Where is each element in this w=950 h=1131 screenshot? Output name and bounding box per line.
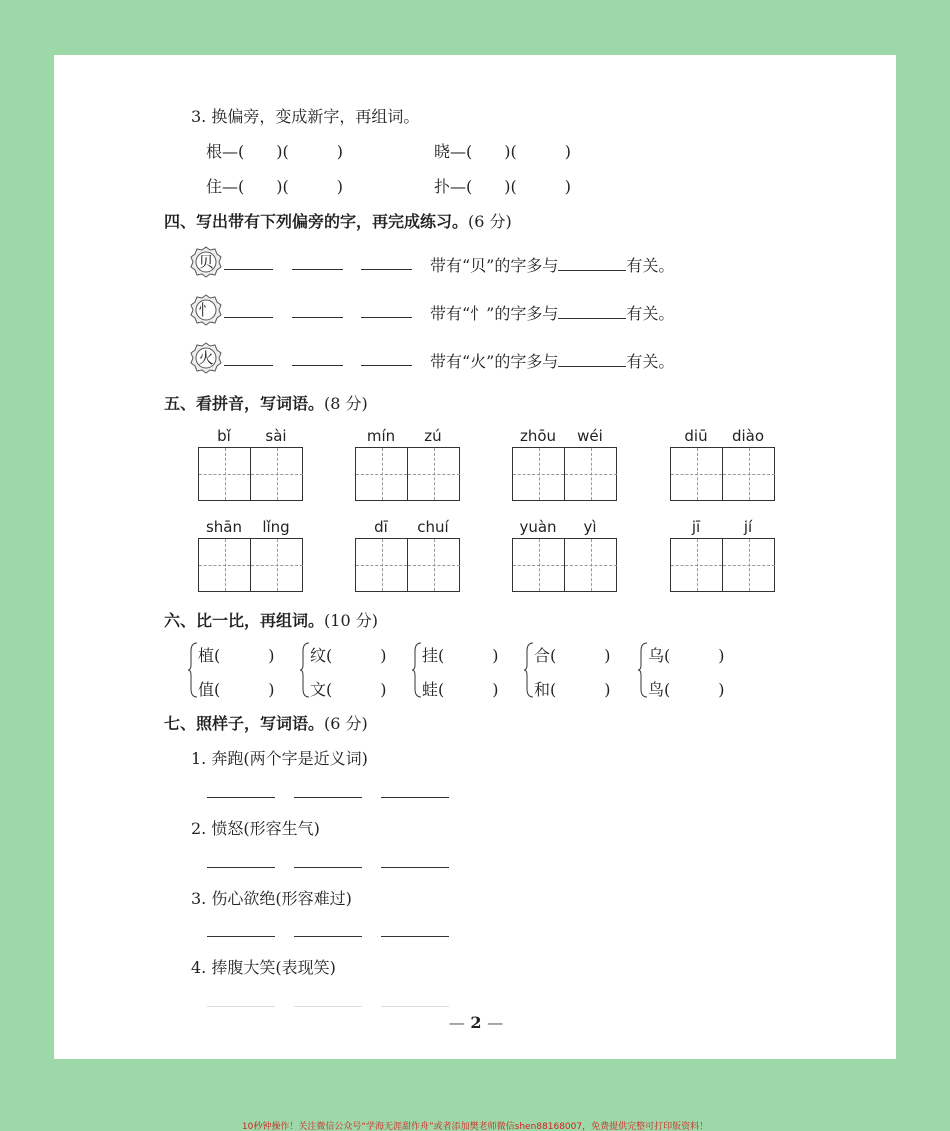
q3-item: 扑—( )( ) xyxy=(434,177,571,196)
pinyin: yuàn xyxy=(519,518,557,536)
pinyin: lǐng xyxy=(262,518,290,536)
page-number-text: 2 xyxy=(470,1013,482,1032)
answer-line xyxy=(292,365,343,366)
section-5-title: 五、看拼音，写词语。 xyxy=(164,394,325,413)
section-6-heading xyxy=(164,608,378,631)
answer-blank xyxy=(558,305,626,319)
compare-pair xyxy=(412,641,522,699)
section-4-title: 四、写出带有下列偏旁的字，再完成练习。 xyxy=(164,212,469,231)
q3-title: 3. 换偏旁，变成新字，再组词。 xyxy=(191,107,420,126)
answer-line xyxy=(207,867,275,868)
pinyin: shān xyxy=(205,518,243,536)
s7-item: 1. 奔跑(两个字是近义词) xyxy=(191,749,368,768)
pair-bottom: 鸟( ) xyxy=(648,680,725,699)
radical-badge xyxy=(189,293,223,327)
radical-badge xyxy=(189,341,223,375)
s7-item: 2. 愤怒(形容生气) xyxy=(191,819,320,838)
pair-top: 挂( ) xyxy=(422,646,499,665)
pinyin: jī xyxy=(691,518,701,536)
pair-bottom: 和( ) xyxy=(534,680,611,699)
section-6-title: 六、比一比，再组词。 xyxy=(164,611,325,630)
q3-item: 晓—( )( ) xyxy=(434,142,571,161)
compare-pair xyxy=(300,641,410,699)
q3-item: 住—( )( ) xyxy=(206,177,343,196)
sentence-suffix: 有关。 xyxy=(626,256,675,275)
pinyin: dī xyxy=(374,518,388,536)
radical-text: 忄 xyxy=(198,301,214,319)
writing-grid[interactable] xyxy=(198,447,303,501)
answer-blank xyxy=(558,257,626,271)
answer-line xyxy=(381,1006,449,1007)
answer-line xyxy=(361,269,412,270)
sentence-prefix: 带有“火”的字多与 xyxy=(430,352,559,371)
writing-grid[interactable] xyxy=(670,447,775,501)
writing-grid[interactable] xyxy=(355,447,460,501)
radical-sentence xyxy=(430,253,674,276)
pinyin: jí xyxy=(743,518,753,536)
answer-line xyxy=(381,867,449,868)
worksheet-page xyxy=(54,55,896,1059)
compare-pair xyxy=(638,641,748,699)
section-7-heading xyxy=(164,711,368,734)
answer-line xyxy=(361,317,412,318)
answer-line xyxy=(294,1006,362,1007)
pair-bottom: 蛙( ) xyxy=(422,680,499,699)
writing-grid[interactable] xyxy=(670,538,775,592)
sentence-suffix: 有关。 xyxy=(626,352,675,371)
pinyin: diào xyxy=(731,427,765,445)
pinyin: diū xyxy=(684,427,708,445)
answer-line xyxy=(294,867,362,868)
answer-blank xyxy=(558,353,626,367)
answer-line xyxy=(224,365,273,366)
section-5-score: (8 分) xyxy=(324,394,368,413)
radical-text: 火 xyxy=(198,349,214,367)
answer-line xyxy=(292,317,343,318)
radical-text: 贝 xyxy=(198,253,214,271)
pinyin: sài xyxy=(265,427,287,445)
section-5-heading xyxy=(164,391,368,414)
pinyin: zhōu xyxy=(519,427,557,445)
answer-line xyxy=(294,797,362,798)
answer-line xyxy=(381,936,449,937)
section-7-title: 七、照样子，写词语。 xyxy=(164,714,325,733)
answer-line xyxy=(224,317,273,318)
footer-note: 10秒钟操作！关注微信公众号“学海无涯甜作舟”或者添加樊老师微信shen88168007，免费提供完整可打印版资料！ xyxy=(241,1122,709,1131)
radical-sentence xyxy=(430,349,674,372)
sentence-suffix: 有关。 xyxy=(626,304,675,323)
radical-badge xyxy=(189,245,223,279)
pinyin: yì xyxy=(583,518,597,536)
section-4-heading xyxy=(164,209,512,232)
answer-line xyxy=(381,797,449,798)
answer-line xyxy=(292,269,343,270)
pair-bottom: 文( ) xyxy=(310,680,387,699)
writing-grid[interactable] xyxy=(198,538,303,592)
pinyin: bǐ xyxy=(217,427,231,445)
pair-top: 乌( ) xyxy=(648,646,725,665)
s7-item: 4. 捧腹大笑(表现笑) xyxy=(191,958,336,977)
writing-grid[interactable] xyxy=(512,538,617,592)
writing-grid[interactable] xyxy=(512,447,617,501)
q3-item: 根—( )( ) xyxy=(206,142,343,161)
section-7-score: (6 分) xyxy=(324,714,368,733)
answer-line xyxy=(361,365,412,366)
pair-bottom: 值( ) xyxy=(198,680,275,699)
answer-line xyxy=(224,269,273,270)
writing-grid[interactable] xyxy=(355,538,460,592)
pinyin: zú xyxy=(424,427,442,445)
pinyin: chuí xyxy=(417,518,449,536)
pinyin: mín xyxy=(366,427,396,445)
s7-item: 3. 伤心欲绝(形容难过) xyxy=(191,889,352,908)
pair-top: 合( ) xyxy=(534,646,611,665)
compare-pair xyxy=(524,641,634,699)
section-6-score: (10 分) xyxy=(324,611,378,630)
answer-line xyxy=(207,797,275,798)
answer-line xyxy=(294,936,362,937)
sentence-prefix: 带有“贝”的字多与 xyxy=(430,256,559,275)
page-number: — 2 — xyxy=(448,1013,504,1032)
answer-line xyxy=(207,936,275,937)
radical-sentence xyxy=(430,301,674,324)
section-4-score: (6 分) xyxy=(468,212,512,231)
pair-top: 纹( ) xyxy=(310,646,387,665)
sentence-prefix: 带有“忄”的字多与 xyxy=(430,304,559,323)
answer-line xyxy=(207,1006,275,1007)
pinyin: wéi xyxy=(577,427,603,445)
pair-top: 植( ) xyxy=(198,646,275,665)
compare-pair xyxy=(188,641,298,699)
